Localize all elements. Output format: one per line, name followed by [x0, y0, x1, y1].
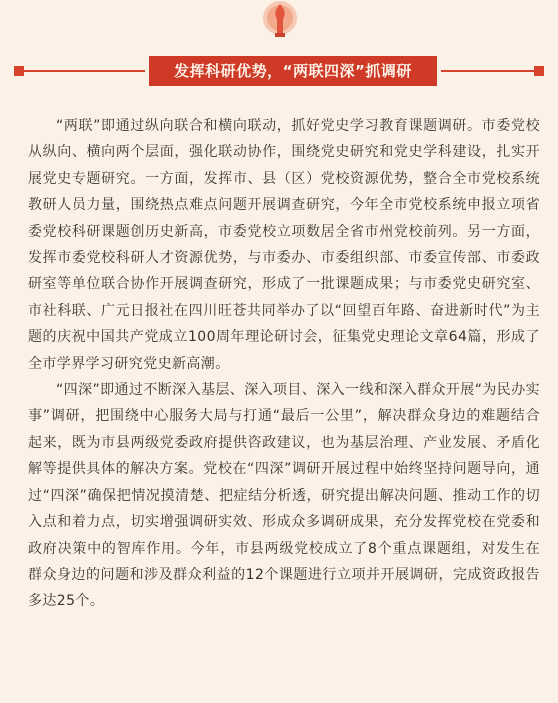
article-body [28, 113, 540, 615]
paragraph-two-unions: “两联”即通过纵向联合和横向联动，抓好党史学习教育课题调研。市委党校从纵向、横向两个层面，强化联动协作，围绕党史研究和党史学科建设，扎实开展党史专题研究。一方面，发挥市、县（区）党校资源优势，整合全市党校系统教研人员力量，围绕热点难点问题开展调查研究，今年全市党校系统申报立项省委党校科研课题创历史新高，市委党校立项数居全省市州党校前列。另一方面，发挥市委党校科研人才资源优势，与市委办、市委组织部、市委宣传部、市委政研室等单位联合协作开展调查研究，形成了一批课题成果；与市委党史研究室、市社科联、广元日报社在四川旺苍共同举办了以“回望百年路、奋进新时代”为主题的庆祝中国共产党成立100周年理论研讨会，征集党史理论文章64篇，形成了全市学界学习研究党史新高潮。 [28, 118, 540, 372]
section-header [14, 56, 544, 86]
paragraph-four-deep: “四深”即通过不断深入基层、深入项目、深入一线和深入群众开展“为民办实事”调研，把围绕中心服务大局与打通“最后一公里”，解决群众身边的难题结合起来，既为市县两级党委政府提供咨政建议，也为基层治理、产业发展、矛盾化解等提供具体的解决方案。党校在“四深”调研开展过程中始终坚持问题导向，通过“四深”确保把情况摸清楚、把症结分析透，研究提出解决问题、推动工作的切入点和着力点，切实增强调研实效、形成众多调研成果，充分发挥党校在党委和政府决策中的智库作用。今年，市县两级党校成立了8个重点课题组，对发生在群众身边的问题和涉及群众利益的12个课题进行立项并开展调研，完成资政报告多达25个。 [28, 382, 540, 610]
section-title: 发挥科研优势，“两联四深”抓调研 [145, 56, 441, 86]
torch-emblem-icon [259, 0, 301, 50]
header-divider-dot-right [534, 66, 544, 76]
header-divider-dot-left [14, 66, 24, 76]
